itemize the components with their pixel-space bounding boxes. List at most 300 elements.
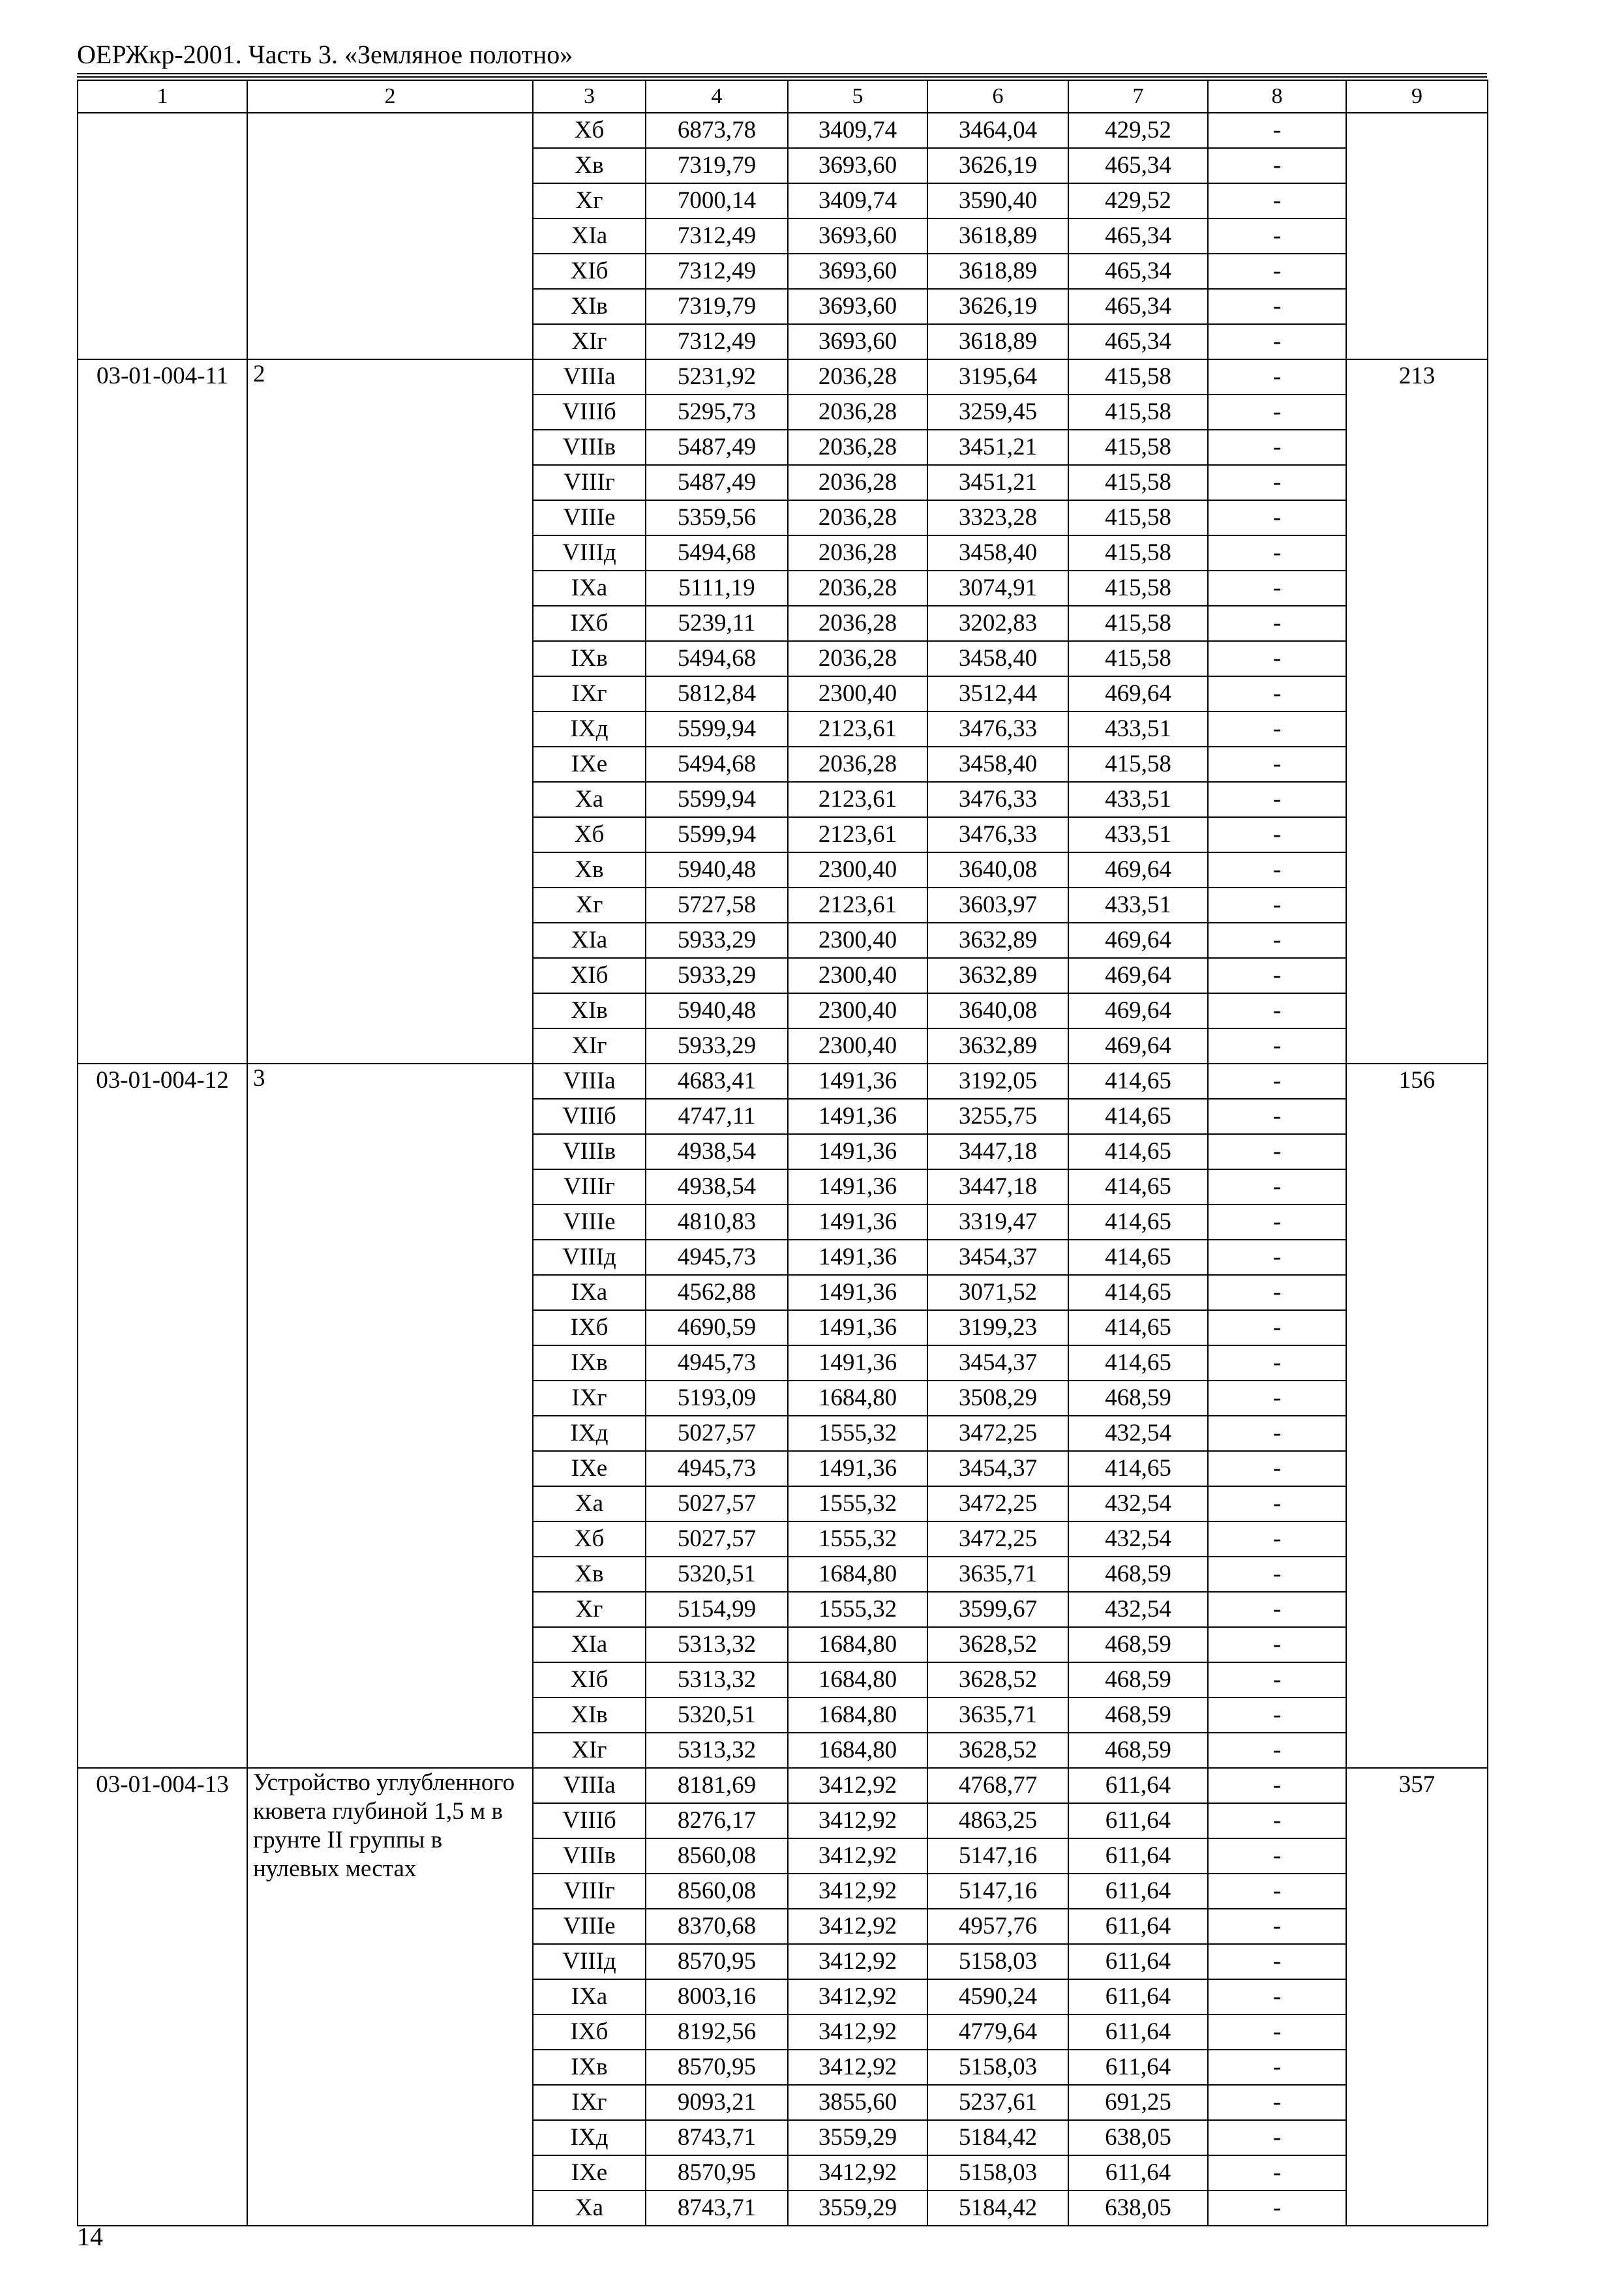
region-cell: IXд	[533, 711, 646, 747]
machinist-wages-cell: 469,64	[1068, 676, 1208, 711]
materials-cell: -	[1208, 2050, 1346, 2085]
region-cell: Xв	[533, 148, 646, 183]
machinist-wages-cell: 638,05	[1068, 2120, 1208, 2155]
total-cost-cell: 5320,51	[646, 1557, 788, 1592]
materials-cell: -	[1208, 289, 1346, 324]
materials-cell: -	[1208, 2120, 1346, 2155]
machines-cell: 3640,08	[927, 852, 1068, 888]
machinist-wages-cell: 415,58	[1068, 641, 1208, 676]
wages-cell: 2036,28	[788, 535, 927, 571]
total-cost-cell: 5933,29	[646, 923, 788, 958]
machines-cell: 3202,83	[927, 606, 1068, 641]
region-cell: VIIIе	[533, 500, 646, 535]
total-cost-cell: 5320,51	[646, 1698, 788, 1733]
machines-cell: 3508,29	[927, 1381, 1068, 1416]
rate-code-cell: 03-01-004-13	[78, 1768, 247, 2226]
machinist-wages-cell: 468,59	[1068, 1662, 1208, 1698]
region-cell: VIIIд	[533, 1944, 646, 1979]
machines-cell: 3618,89	[927, 218, 1068, 254]
wages-cell: 2300,40	[788, 923, 927, 958]
machinist-wages-cell: 414,65	[1068, 1240, 1208, 1275]
materials-cell: -	[1208, 1698, 1346, 1733]
machines-cell: 5184,42	[927, 2191, 1068, 2226]
document-title: ОЕРЖкр-2001. Часть 3. «Земляное полотно»	[77, 40, 573, 69]
machinist-wages-cell: 465,34	[1068, 148, 1208, 183]
wages-cell: 2300,40	[788, 676, 927, 711]
materials-cell: -	[1208, 1557, 1346, 1592]
region-cell: IXб	[533, 606, 646, 641]
machinist-wages-cell: 469,64	[1068, 852, 1208, 888]
region-cell: IXг	[533, 676, 646, 711]
wages-cell: 3412,92	[788, 2155, 927, 2191]
machines-cell: 3458,40	[927, 747, 1068, 782]
wages-cell: 1491,36	[788, 1451, 927, 1486]
region-cell: XIа	[533, 218, 646, 254]
total-cost-cell: 8276,17	[646, 1803, 788, 1838]
machines-cell: 3454,37	[927, 1451, 1068, 1486]
total-cost-cell: 6873,78	[646, 113, 788, 148]
machinist-wages-cell: 415,58	[1068, 571, 1208, 606]
materials-cell: -	[1208, 1204, 1346, 1240]
materials-cell: -	[1208, 888, 1346, 923]
machines-cell: 5158,03	[927, 2050, 1068, 2085]
region-cell: IXе	[533, 747, 646, 782]
machines-cell: 3618,89	[927, 324, 1068, 359]
machines-cell: 3476,33	[927, 711, 1068, 747]
materials-cell: -	[1208, 148, 1346, 183]
rate-code-cell: 03-01-004-11	[78, 359, 247, 1064]
total-cost-cell: 8192,56	[646, 2014, 788, 2050]
wages-cell: 3855,60	[788, 2085, 927, 2120]
machines-cell: 5237,61	[927, 2085, 1068, 2120]
machines-cell: 3512,44	[927, 676, 1068, 711]
machines-cell: 3454,37	[927, 1240, 1068, 1275]
wages-cell: 3693,60	[788, 148, 927, 183]
machines-cell: 3458,40	[927, 641, 1068, 676]
machinist-wages-cell: 432,54	[1068, 1416, 1208, 1451]
machinist-wages-cell: 468,59	[1068, 1557, 1208, 1592]
machinist-wages-cell: 433,51	[1068, 888, 1208, 923]
machinist-wages-cell: 414,65	[1068, 1310, 1208, 1345]
machines-cell: 3447,18	[927, 1134, 1068, 1169]
wages-cell: 3412,92	[788, 1909, 927, 1944]
wages-cell: 1491,36	[788, 1310, 927, 1345]
total-cost-cell: 5193,09	[646, 1381, 788, 1416]
region-cell: VIIIд	[533, 535, 646, 571]
total-cost-cell: 5599,94	[646, 711, 788, 747]
machinist-wages-cell: 414,65	[1068, 1204, 1208, 1240]
materials-cell: -	[1208, 359, 1346, 395]
materials-cell: -	[1208, 958, 1346, 993]
region-cell: XIб	[533, 1662, 646, 1698]
wages-cell: 3412,92	[788, 1874, 927, 1909]
wages-cell: 3412,92	[788, 1944, 927, 1979]
region-cell: XIб	[533, 958, 646, 993]
total-cost-cell: 5295,73	[646, 395, 788, 430]
materials-cell: -	[1208, 1768, 1346, 1803]
region-cell: IXв	[533, 641, 646, 676]
wages-cell: 2300,40	[788, 958, 927, 993]
machines-cell: 3618,89	[927, 254, 1068, 289]
machinist-wages-cell: 429,52	[1068, 113, 1208, 148]
total-cost-cell: 5933,29	[646, 958, 788, 993]
materials-cell: -	[1208, 1451, 1346, 1486]
machines-cell: 3635,71	[927, 1698, 1068, 1733]
machines-cell: 3323,28	[927, 500, 1068, 535]
machinist-wages-cell: 611,64	[1068, 1803, 1208, 1838]
machinist-wages-cell: 611,64	[1068, 2014, 1208, 2050]
region-cell: IXб	[533, 2014, 646, 2050]
machines-cell: 3628,52	[927, 1662, 1068, 1698]
machinist-wages-cell: 433,51	[1068, 782, 1208, 817]
total-cost-cell: 4938,54	[646, 1169, 788, 1204]
materials-cell: -	[1208, 993, 1346, 1028]
region-cell: XIв	[533, 289, 646, 324]
wages-cell: 3409,74	[788, 113, 927, 148]
region-cell: VIIIб	[533, 1099, 646, 1134]
materials-cell: -	[1208, 1486, 1346, 1521]
region-cell: IXа	[533, 1275, 646, 1310]
total-cost-cell: 5154,99	[646, 1592, 788, 1627]
region-cell: VIIIд	[533, 1240, 646, 1275]
materials-cell: -	[1208, 1416, 1346, 1451]
total-cost-cell: 5027,57	[646, 1416, 788, 1451]
machines-cell: 4863,25	[927, 1803, 1068, 1838]
materials-cell: -	[1208, 1592, 1346, 1627]
column-number: 6	[927, 80, 1068, 113]
region-cell: XIб	[533, 254, 646, 289]
total-cost-cell: 4945,73	[646, 1451, 788, 1486]
region-cell: VIIIг	[533, 465, 646, 500]
machines-cell: 3632,89	[927, 1028, 1068, 1064]
region-cell: IXе	[533, 2155, 646, 2191]
materials-cell: -	[1208, 1944, 1346, 1979]
total-cost-cell: 4810,83	[646, 1204, 788, 1240]
labor-cost-cell: 213	[1346, 359, 1488, 1064]
machines-cell: 3259,45	[927, 395, 1068, 430]
region-cell: Xг	[533, 888, 646, 923]
materials-cell: -	[1208, 465, 1346, 500]
machines-cell: 3071,52	[927, 1275, 1068, 1310]
region-cell: VIIIв	[533, 430, 646, 465]
wages-cell: 3559,29	[788, 2120, 927, 2155]
column-number: 2	[247, 80, 533, 113]
materials-cell: -	[1208, 2155, 1346, 2191]
materials-cell: -	[1208, 430, 1346, 465]
total-cost-cell: 7319,79	[646, 289, 788, 324]
machinist-wages-cell: 465,34	[1068, 324, 1208, 359]
region-cell: VIIIе	[533, 1909, 646, 1944]
wages-cell: 3412,92	[788, 2050, 927, 2085]
machines-cell: 3628,52	[927, 1627, 1068, 1662]
wages-cell: 3412,92	[788, 2014, 927, 2050]
total-cost-cell: 8570,95	[646, 2050, 788, 2085]
machines-cell: 3199,23	[927, 1310, 1068, 1345]
machinist-wages-cell: 414,65	[1068, 1169, 1208, 1204]
wages-cell: 1684,80	[788, 1381, 927, 1416]
machinist-wages-cell: 611,64	[1068, 1874, 1208, 1909]
total-cost-cell: 7312,49	[646, 218, 788, 254]
region-cell: Xб	[533, 1521, 646, 1557]
region-cell: XIг	[533, 1028, 646, 1064]
machinist-wages-cell: 432,54	[1068, 1521, 1208, 1557]
region-cell: IXб	[533, 1310, 646, 1345]
wages-cell: 1491,36	[788, 1099, 927, 1134]
column-number: 8	[1208, 80, 1346, 113]
wages-cell: 1684,80	[788, 1733, 927, 1768]
materials-cell: -	[1208, 923, 1346, 958]
materials-cell: -	[1208, 1310, 1346, 1345]
region-cell: VIIIа	[533, 359, 646, 395]
wages-cell: 2036,28	[788, 606, 927, 641]
materials-cell: -	[1208, 1345, 1346, 1381]
total-cost-cell: 8560,08	[646, 1838, 788, 1874]
total-cost-cell: 5812,84	[646, 676, 788, 711]
materials-cell: -	[1208, 113, 1346, 148]
materials-cell: -	[1208, 1134, 1346, 1169]
total-cost-cell: 5599,94	[646, 782, 788, 817]
wages-cell: 2036,28	[788, 641, 927, 676]
region-cell: VIIIа	[533, 1064, 646, 1099]
total-cost-cell: 5487,49	[646, 430, 788, 465]
region-cell: VIIIв	[533, 1134, 646, 1169]
total-cost-cell: 5231,92	[646, 359, 788, 395]
column-number: 5	[788, 80, 927, 113]
region-cell: XIв	[533, 993, 646, 1028]
wages-cell: 3559,29	[788, 2191, 927, 2226]
region-cell: Xв	[533, 1557, 646, 1592]
total-cost-cell: 5111,19	[646, 571, 788, 606]
machinist-wages-cell: 468,59	[1068, 1627, 1208, 1662]
machines-cell: 4957,76	[927, 1909, 1068, 1944]
machines-cell: 4768,77	[927, 1768, 1068, 1803]
machines-cell: 3447,18	[927, 1169, 1068, 1204]
materials-cell: -	[1208, 747, 1346, 782]
machines-cell: 3626,19	[927, 289, 1068, 324]
wages-cell: 1491,36	[788, 1275, 927, 1310]
machinist-wages-cell: 468,59	[1068, 1733, 1208, 1768]
total-cost-cell: 5313,32	[646, 1733, 788, 1768]
labor-cost-cell	[1346, 113, 1488, 359]
machines-cell: 3074,91	[927, 571, 1068, 606]
machines-cell: 5158,03	[927, 2155, 1068, 2191]
wages-cell: 1555,32	[788, 1521, 927, 1557]
materials-cell: -	[1208, 218, 1346, 254]
column-number-row	[78, 80, 1488, 113]
machines-cell: 3454,37	[927, 1345, 1068, 1381]
total-cost-cell: 5599,94	[646, 817, 788, 852]
materials-cell: -	[1208, 2014, 1346, 2050]
machinist-wages-cell: 415,58	[1068, 606, 1208, 641]
wages-cell: 2036,28	[788, 571, 927, 606]
region-cell: XIа	[533, 923, 646, 958]
wages-cell: 1491,36	[788, 1064, 927, 1099]
wages-cell: 3693,60	[788, 254, 927, 289]
wages-cell: 1684,80	[788, 1557, 927, 1592]
machinist-wages-cell: 468,59	[1068, 1381, 1208, 1416]
materials-cell: -	[1208, 1275, 1346, 1310]
machines-cell: 3603,97	[927, 888, 1068, 923]
machines-cell: 3635,71	[927, 1557, 1068, 1592]
work-name-cell	[247, 113, 533, 359]
wages-cell: 2123,61	[788, 711, 927, 747]
region-cell: IXд	[533, 2120, 646, 2155]
machinist-wages-cell: 469,64	[1068, 958, 1208, 993]
machines-cell: 3476,33	[927, 817, 1068, 852]
wages-cell: 2123,61	[788, 888, 927, 923]
materials-cell: -	[1208, 1803, 1346, 1838]
materials-cell: -	[1208, 1240, 1346, 1275]
wages-cell: 1555,32	[788, 1592, 927, 1627]
machinist-wages-cell: 432,54	[1068, 1486, 1208, 1521]
region-cell: IXа	[533, 1979, 646, 2014]
column-number: 3	[533, 80, 646, 113]
region-cell: VIIIб	[533, 1803, 646, 1838]
machinist-wages-cell: 414,65	[1068, 1064, 1208, 1099]
region-cell: Xг	[533, 183, 646, 218]
wages-cell: 1555,32	[788, 1416, 927, 1451]
region-cell: VIIIг	[533, 1169, 646, 1204]
total-cost-cell: 5727,58	[646, 888, 788, 923]
materials-cell: -	[1208, 782, 1346, 817]
machinist-wages-cell: 465,34	[1068, 254, 1208, 289]
wages-cell: 2036,28	[788, 747, 927, 782]
materials-cell: -	[1208, 711, 1346, 747]
wages-cell: 3409,74	[788, 183, 927, 218]
machines-cell: 5147,16	[927, 1874, 1068, 1909]
machines-cell: 5147,16	[927, 1838, 1068, 1874]
materials-cell: -	[1208, 1733, 1346, 1768]
total-cost-cell: 4562,88	[646, 1275, 788, 1310]
machines-cell: 3464,04	[927, 113, 1068, 148]
region-cell: XIв	[533, 1698, 646, 1733]
materials-cell: -	[1208, 2191, 1346, 2226]
region-cell: IXе	[533, 1451, 646, 1486]
wages-cell: 2036,28	[788, 430, 927, 465]
machinist-wages-cell: 415,58	[1068, 535, 1208, 571]
region-cell: IXг	[533, 2085, 646, 2120]
machinist-wages-cell: 638,05	[1068, 2191, 1208, 2226]
total-cost-cell: 4945,73	[646, 1240, 788, 1275]
wages-cell: 3693,60	[788, 324, 927, 359]
total-cost-cell: 5027,57	[646, 1521, 788, 1557]
machines-cell: 3472,25	[927, 1521, 1068, 1557]
materials-cell: -	[1208, 183, 1346, 218]
region-cell: VIIIб	[533, 395, 646, 430]
machinist-wages-cell: 414,65	[1068, 1134, 1208, 1169]
total-cost-cell: 4747,11	[646, 1099, 788, 1134]
region-cell: XIа	[533, 1627, 646, 1662]
machines-cell: 3319,47	[927, 1204, 1068, 1240]
materials-cell: -	[1208, 641, 1346, 676]
machinist-wages-cell: 414,65	[1068, 1099, 1208, 1134]
total-cost-cell: 5239,11	[646, 606, 788, 641]
region-cell: Xб	[533, 817, 646, 852]
machinist-wages-cell: 469,64	[1068, 993, 1208, 1028]
machinist-wages-cell: 414,65	[1068, 1451, 1208, 1486]
total-cost-cell: 9093,21	[646, 2085, 788, 2120]
page-number: 14	[77, 2222, 103, 2251]
total-cost-cell: 7312,49	[646, 324, 788, 359]
materials-cell: -	[1208, 1627, 1346, 1662]
materials-cell: -	[1208, 1979, 1346, 2014]
region-cell: IXв	[533, 1345, 646, 1381]
machinist-wages-cell: 465,34	[1068, 289, 1208, 324]
wages-cell: 2300,40	[788, 852, 927, 888]
column-number: 1	[78, 80, 247, 113]
total-cost-cell: 5494,68	[646, 641, 788, 676]
wages-cell: 3693,60	[788, 218, 927, 254]
machinist-wages-cell: 611,64	[1068, 2050, 1208, 2085]
machinist-wages-cell: 611,64	[1068, 1944, 1208, 1979]
machinist-wages-cell: 469,64	[1068, 1028, 1208, 1064]
column-number: 7	[1068, 80, 1208, 113]
wages-cell: 3412,92	[788, 1838, 927, 1874]
region-cell: Xа	[533, 1486, 646, 1521]
materials-cell: -	[1208, 1521, 1346, 1557]
total-cost-cell: 5494,68	[646, 747, 788, 782]
page-header	[77, 39, 1487, 70]
machinist-wages-cell: 415,58	[1068, 465, 1208, 500]
materials-cell: -	[1208, 1028, 1346, 1064]
region-cell: VIIIв	[533, 1838, 646, 1874]
machines-cell: 4779,64	[927, 2014, 1068, 2050]
total-cost-cell: 7000,14	[646, 183, 788, 218]
table-row	[78, 113, 1488, 148]
machines-cell: 3472,25	[927, 1486, 1068, 1521]
wages-cell: 3412,92	[788, 1979, 927, 2014]
machines-cell: 3640,08	[927, 993, 1068, 1028]
materials-cell: -	[1208, 852, 1346, 888]
materials-cell: -	[1208, 606, 1346, 641]
materials-cell: -	[1208, 1064, 1346, 1099]
machinist-wages-cell: 415,58	[1068, 500, 1208, 535]
machinist-wages-cell: 414,65	[1068, 1345, 1208, 1381]
total-cost-cell: 5940,48	[646, 852, 788, 888]
total-cost-cell: 5940,48	[646, 993, 788, 1028]
materials-cell: -	[1208, 1909, 1346, 1944]
total-cost-cell: 4938,54	[646, 1134, 788, 1169]
work-name-cell: 3	[247, 1064, 533, 1768]
machinist-wages-cell: 432,54	[1068, 1592, 1208, 1627]
region-cell: Xг	[533, 1592, 646, 1627]
machines-cell: 5184,42	[927, 2120, 1068, 2155]
region-cell: Xб	[533, 113, 646, 148]
materials-cell: -	[1208, 676, 1346, 711]
total-cost-cell: 5027,57	[646, 1486, 788, 1521]
materials-cell: -	[1208, 535, 1346, 571]
work-name-cell: 2	[247, 359, 533, 1064]
region-cell: XIг	[533, 324, 646, 359]
region-cell: Xа	[533, 2191, 646, 2226]
region-cell: Xв	[533, 852, 646, 888]
machines-cell: 3632,89	[927, 958, 1068, 993]
machines-cell: 3628,52	[927, 1733, 1068, 1768]
rate-code-cell: 03-01-004-12	[78, 1064, 247, 1768]
wages-cell: 2300,40	[788, 1028, 927, 1064]
wages-cell: 1684,80	[788, 1662, 927, 1698]
wages-cell: 1491,36	[788, 1240, 927, 1275]
total-cost-cell: 8181,69	[646, 1768, 788, 1803]
region-cell: XIг	[533, 1733, 646, 1768]
machinist-wages-cell: 433,51	[1068, 711, 1208, 747]
machines-cell: 3195,64	[927, 359, 1068, 395]
machinist-wages-cell: 415,58	[1068, 747, 1208, 782]
machinist-wages-cell: 415,58	[1068, 359, 1208, 395]
machines-cell: 5158,03	[927, 1944, 1068, 1979]
machines-cell: 3632,89	[927, 923, 1068, 958]
wages-cell: 2123,61	[788, 817, 927, 852]
